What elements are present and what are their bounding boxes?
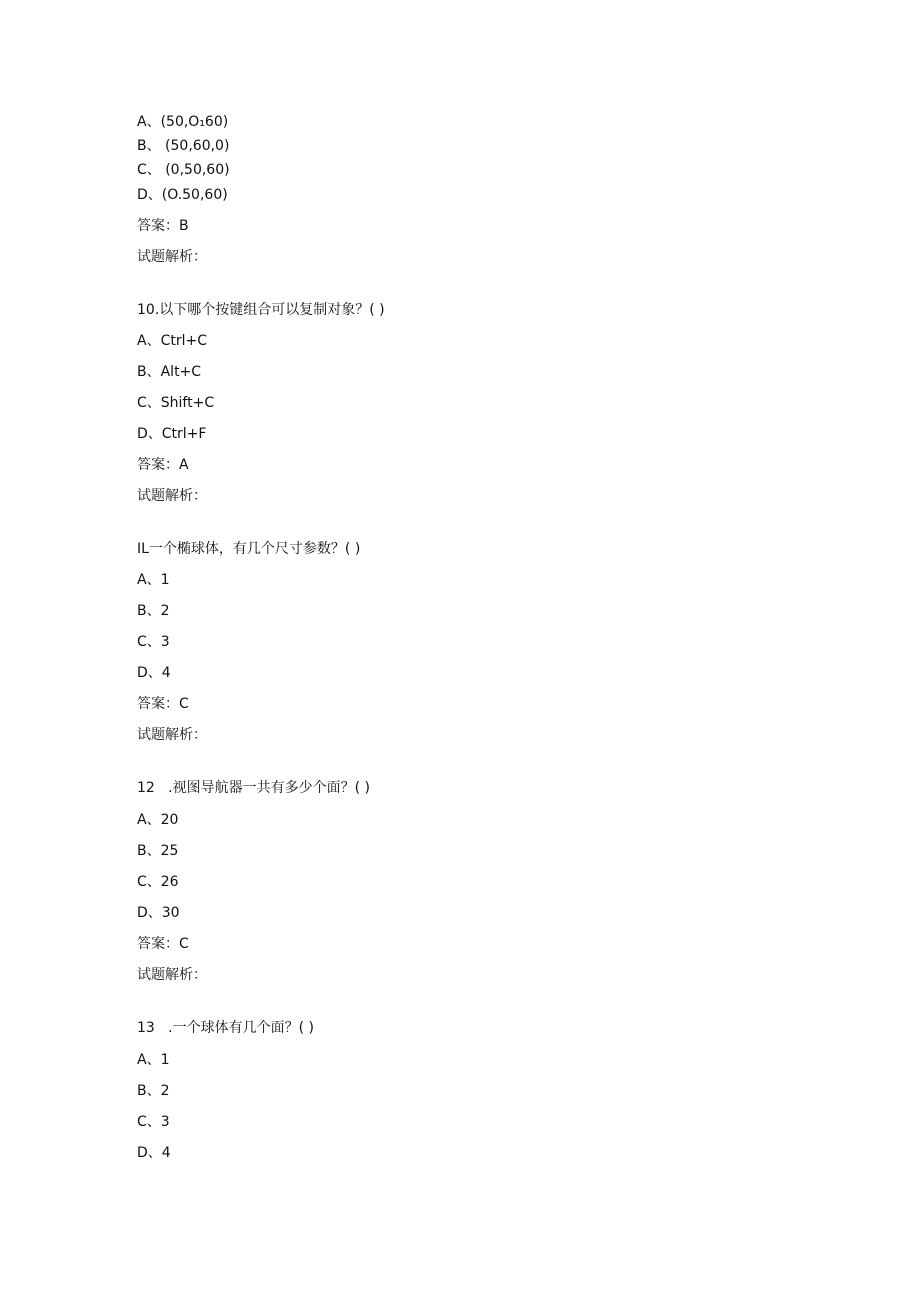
q10-analysis: 试题解析： <box>137 488 207 504</box>
q10-option-c: C、Shift+C <box>137 395 215 411</box>
q12-answer: 答案：C <box>137 936 189 952</box>
q13-option-b: B、2 <box>137 1083 170 1099</box>
q9-option-d: D、(O.50,60) <box>137 187 228 203</box>
q12-option-a: A、20 <box>137 812 179 828</box>
q12-question: 12 .视图导航器一共有多少个面？( ) <box>137 780 370 796</box>
q11-question: IL一个椭球体，有几个尺寸参数？( ) <box>137 541 361 557</box>
q12-option-c: C、26 <box>137 874 179 890</box>
q10-answer: 答案：A <box>137 457 189 473</box>
q11-option-a: A、1 <box>137 572 170 588</box>
q9-option-a: A、(50,O₁60) <box>137 114 229 130</box>
q10-option-b: B、Alt+C <box>137 364 202 380</box>
q13-option-d: D、4 <box>137 1145 171 1161</box>
q9-option-b: B、 (50,60,0) <box>137 138 230 154</box>
q13-option-a: A、1 <box>137 1052 170 1068</box>
q11-answer: 答案：C <box>137 696 189 712</box>
q11-analysis: 试题解析： <box>137 727 207 743</box>
q9-option-c: C、 (0,50,60) <box>137 162 230 178</box>
q11-option-c: C、3 <box>137 634 170 650</box>
q9-analysis: 试题解析： <box>137 249 207 265</box>
q13-option-c: C、3 <box>137 1114 170 1130</box>
q10-question: 10.以下哪个按键组合可以复制对象？( ) <box>137 302 385 318</box>
q13-question: 13 .一个球体有几个面？( ) <box>137 1020 314 1036</box>
q10-option-d: D、Ctrl+F <box>137 426 207 442</box>
q11-option-d: D、4 <box>137 665 171 681</box>
q12-option-d: D、30 <box>137 905 180 921</box>
q12-analysis: 试题解析： <box>137 967 207 983</box>
q11-option-b: B、2 <box>137 603 170 619</box>
q10-option-a: A、Ctrl+C <box>137 333 207 349</box>
q9-answer: 答案：B <box>137 218 189 234</box>
q12-option-b: B、25 <box>137 843 179 859</box>
